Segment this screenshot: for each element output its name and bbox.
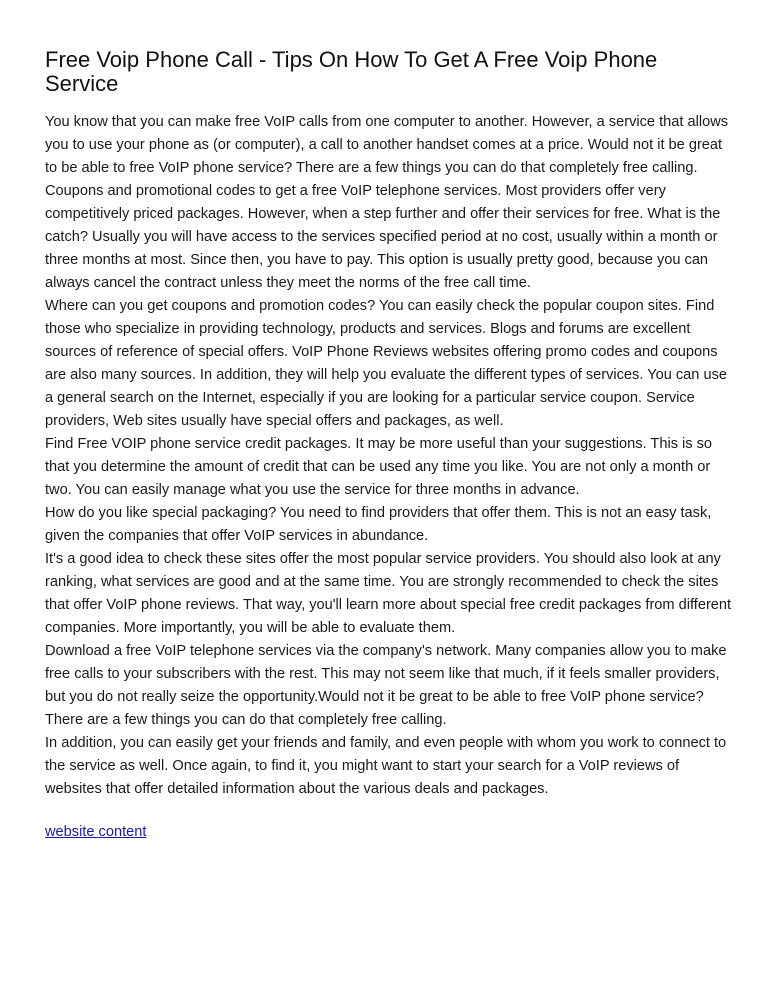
- paragraph-check-sites: It's a good idea to check these sites offer the most popular service providers. You should also look at any ranking, what services are good and at the same time. You are strongly recommended to check the sites that offer VoIP phone reviews. That way, you'll learn more about special free credit packages from different companies. More importantly, you will be able to evaluate them.: [45, 551, 732, 636]
- paragraph-coupons: Coupons and promotional codes to get a free VoIP telephone services. Most providers offer very competitively priced packages. However, when a step further and offer their services for free. What is the catch? Usually you will have access to the services specified period at no cost, usually within a month or three months at most. Since then, you have to pay. This option is usually pretty good, because you can always cancel the contract unless they meet the norms of the free call time.: [45, 183, 721, 291]
- article-body: [45, 111, 735, 801]
- paragraph-intro: You know that you can make free VoIP calls from one computer to another. However, a service that allows you to use your phone as (or computer), a call to another handset comes at a price. Would not it be great to be able to free VoIP phone service? There are a few things you can do that completely free calling.: [45, 114, 729, 176]
- paragraph-in-addition: In addition, you can easily get your friends and family, and even people with whom you work to connect to the service as well. Once again, to find it, you might want to start your search for a VoIP reviews of websites that offer detailed information about the various deals and packages.: [45, 735, 727, 797]
- paragraph-credit-packages: Find Free VOIP phone service credit packages. It may be more useful than your suggestions. This is so that you determine the amount of credit that can be used any time you like. You are not only a month or two. You can easily manage what you use the service for three months in advance.: [45, 436, 713, 498]
- link-container: [45, 821, 728, 844]
- paragraph-where-coupons: Where can you get coupons and promotion codes? You can easily check the popular coupon sites. Find those who specialize in providing technology, products and services. Blogs and forums are excellent sources of reference of special offers. VoIP Phone Reviews websites offering promo codes and coupons are also many sources. In addition, they will help you evaluate the different types of services. You can use a general search on the Internet, especially if you are looking for a particular service coupon. Service providers, Web sites usually have special offers and packages, as well.: [45, 298, 727, 429]
- website-content-link[interactable]: website content: [45, 824, 147, 840]
- paragraph-download: Download a free VoIP telephone services via the company's network. Many companies allow you to make free calls to your subscribers with the rest. This may not seem like that much, if it feels smaller providers, but you do not really seize the opportunity.Would not it be great to be able to free VoIP phone service? There are a few things you can do that completely free calling.: [45, 643, 727, 728]
- page-title: Free Voip Phone Call - Tips On How To Get A Free Voip Phone Service: [45, 47, 658, 96]
- paragraph-special-packaging: How do you like special packaging? You need to find providers that offer them. This is not an easy task, given the companies that offer VoIP services in abundance.: [45, 505, 712, 544]
